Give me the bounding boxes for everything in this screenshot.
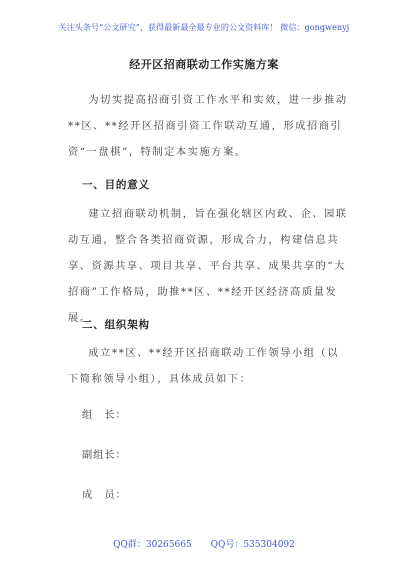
member-label-deputy-leader: 副组长： xyxy=(82,450,127,461)
section-body-organization: 成立**区、**经开区招商联动工作领导小组（以下简称领导小组），具体成员如下： xyxy=(68,348,340,385)
footer-qq-number: QQ号：535304092 xyxy=(210,540,295,550)
document-title: 经开区招商联动工作实施方案 xyxy=(129,58,279,71)
footer-contact xyxy=(0,537,408,550)
member-label-members: 成 员： xyxy=(82,490,127,501)
section-heading-organization: 二、组织架构 xyxy=(82,319,150,331)
section-heading-purpose: 一、目的意义 xyxy=(82,179,150,191)
intro-paragraph: 为切实提高招商引资工作水平和实效，进一步推动**区、**经开区招商引资工作联动互通，形成招商引资“一盘棋”，特制定本实施方案。 xyxy=(68,95,348,158)
member-label-leader: 组 长： xyxy=(82,410,127,421)
footer-qq-group: QQ群：30265665 xyxy=(113,540,192,550)
top-banner: 关注头条号“公文研究”，获得最新最全最专业的公文资料库！ 微信：gongwenyj xyxy=(58,23,350,32)
section-body-purpose: 建立招商联动机制，旨在强化辖区内政、企、园联动互通，整合各类招商资源，形成合力，构建信息共享、资源共享、项目共享、平台共享、成果共享的“大招商”工作格局，助推**区、**经开区经济高质量发展。 xyxy=(68,209,348,324)
